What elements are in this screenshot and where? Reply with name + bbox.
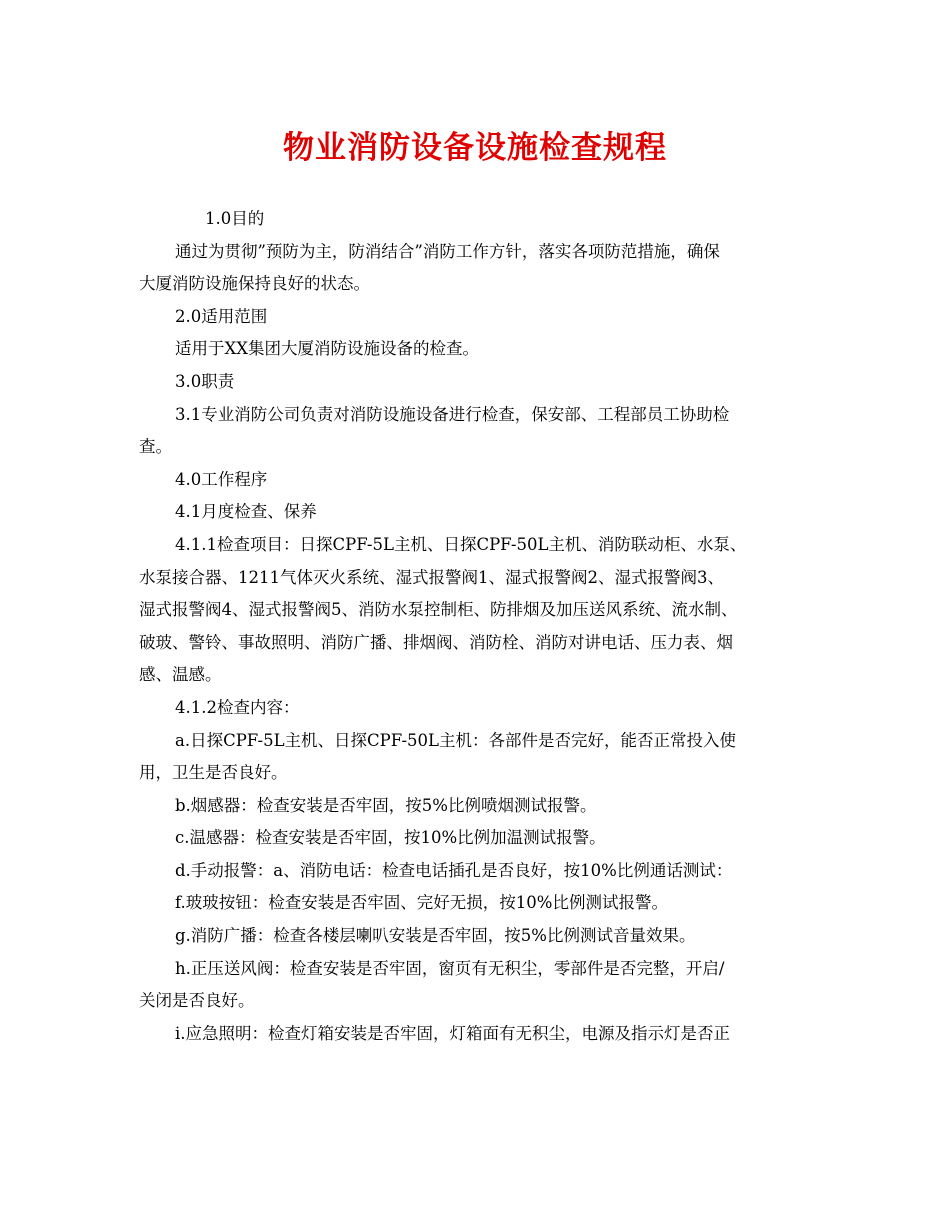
paragraph-line: 大厦消防设施保持良好的状态。	[139, 274, 370, 294]
document-title: 物业消防设备设施检查规程	[283, 130, 667, 166]
paragraph-line: 用，卫生是否良好。	[139, 763, 288, 783]
section-heading-procedure: 4.0工作程序	[175, 469, 268, 489]
section-heading-duties: 3.0职责	[175, 371, 235, 391]
paragraph-line: a.日探CPF-5L主机、日探CPF-50L主机：各部件是否完好，能否正常投入使	[175, 730, 737, 750]
paragraph-line: 4.1.1检查项目：日探CPF-5L主机、日探CPF-50L主机、消防联动柜、水泵、	[175, 534, 747, 554]
paragraph-line: b.烟感器：检查安装是否牢固，按5%比例喷烟测试报警。	[175, 795, 597, 815]
paragraph-line: i.应急照明：检查灯箱安装是否牢固，灯箱面有无积尘，电源及指示灯是否正	[175, 1023, 731, 1043]
paragraph-line: c.温感器：检查安装是否牢固，按10%比例加温测试报警。	[175, 828, 606, 848]
section-heading-purpose: 1.0目的	[205, 209, 265, 228]
paragraph-line: 关闭是否良好。	[139, 991, 255, 1011]
paragraph-line: 适用于XX集团大厦消防设施设备的检查。	[175, 339, 479, 359]
subsection-heading: 4.1.2检查内容：	[175, 697, 300, 717]
paragraph-line: f.玻玻按钮：检查安装是否牢固、完好无损，按10%比例测试报警。	[175, 893, 668, 913]
paragraph-line: h.正压送风阀：检查安装是否牢固，窗页有无积尘，零部件是否完整，开启/	[175, 958, 725, 978]
section-heading-scope: 2.0适用范围	[175, 306, 268, 326]
subsection-heading: 4.1月度检查、保养	[175, 502, 317, 522]
paragraph-line: 湿式报警阀4、湿式报警阀5、消防水泵控制柜、防排烟及加压送风系统、流水制、	[139, 600, 738, 620]
document-body	[139, 203, 817, 1050]
paragraph-line: 水泵接合器、1211气体灭火系统、湿式报警阀1、湿式报警阀2、湿式报警阀3、	[139, 567, 724, 587]
paragraph-line: 通过为贯彻”预防为主，防消结合”消防工作方针，落实各项防范措施，确保	[175, 241, 720, 261]
paragraph-line: 查。	[139, 437, 172, 457]
paragraph-line: d.手动报警：a、消防电话：检查电话插孔是否良好，按10%比例通话测试：	[175, 860, 733, 880]
paragraph-line: 感、温感。	[139, 665, 222, 685]
paragraph-line: g.消防广播：检查各楼层喇叭安装是否牢固，按5%比例测试音量效果。	[175, 926, 696, 946]
paragraph-line: 3.1专业消防公司负责对消防设施设备进行检查，保安部、工程部员工协助检	[175, 404, 730, 424]
paragraph-line: 破玻、警铃、事故照明、消防广播、排烟阀、消防栓、消防对讲电话、压力表、烟	[139, 632, 733, 652]
